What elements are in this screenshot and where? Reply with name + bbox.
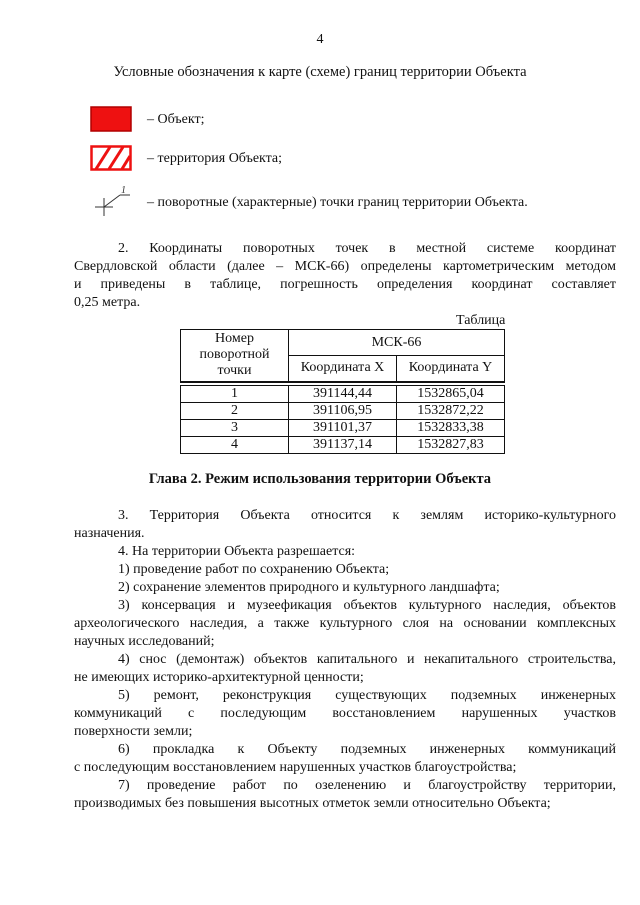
coordinates-table [180, 329, 505, 454]
header-system: МСК-66 [289, 330, 505, 356]
table-row [181, 436, 505, 453]
table-row [181, 419, 505, 436]
cell-y: 1532865,04 [397, 385, 505, 402]
list-item: 1) проведение работ по сохранению Объекта; [118, 562, 390, 577]
list-item-line: археологического наследия, а также культурного слоя на основании комплексных [74, 616, 616, 631]
cell-y: 1532872,22 [397, 402, 505, 419]
header-y: Координата Y [397, 356, 505, 382]
territory-symbol-icon [90, 145, 132, 171]
list-item: 5) ремонт, реконструкция существующих подземных инженерных [118, 688, 616, 703]
object-symbol-icon [90, 106, 132, 132]
page-number: 4 [316, 32, 324, 47]
cell-point: 2 [181, 402, 289, 419]
paragraph-line: назначения. [74, 526, 145, 541]
paragraph-line: 0,25 метра. [74, 295, 141, 310]
list-item: 3) консервация и музеефикация объектов культурного наследия, объектов [118, 598, 616, 613]
cell-x: 391106,95 [289, 402, 397, 419]
cell-point: 3 [181, 419, 289, 436]
list-item-line: не имеющих историко-архитектурной ценности; [74, 670, 364, 685]
list-item: 4) снос (демонтаж) объектов капитального и некапитального строительства, [118, 652, 616, 667]
paragraph-4: 4. На территории Объекта разрешается: [118, 544, 356, 559]
legend-item-territory: – территория Объекта; [147, 151, 283, 166]
header-x: Координата X [289, 356, 397, 382]
cell-y: 1532827,83 [397, 436, 505, 453]
list-item-line: с последующим восстановлением нарушенных участков благоустройства; [74, 760, 517, 775]
cell-x: 391137,14 [289, 436, 397, 453]
legend-item-turning-points: – поворотные (характерные) точки границ территории Объекта. [147, 195, 528, 210]
paragraph-line: 2. Координаты поворотных точек в местной системе координат [118, 241, 616, 256]
table-caption: Таблица [456, 313, 506, 328]
chapter-title: Глава 2. Режим использования территории Объекта [148, 471, 492, 487]
list-item: 2) сохранение элементов природного и культурного ландшафта; [118, 580, 500, 595]
cell-point: 4 [181, 436, 289, 453]
paragraph-3 [74, 507, 616, 543]
table-row [181, 385, 505, 402]
paragraph-line: 3. Территория Объекта относится к землям историко-культурного [118, 508, 616, 523]
cell-x: 391144,44 [289, 385, 397, 402]
paragraph-line: и приведены в таблице, погрешность определения координат составляет [74, 277, 616, 292]
table-row [181, 402, 505, 419]
list-item-line: научных исследований; [74, 634, 215, 649]
list-item: 6) прокладка к Объекту подземных инженерных коммуникаций [118, 742, 616, 757]
turning-point-icon [88, 184, 136, 218]
permissions-list [74, 543, 616, 813]
legend-title: Условные обозначения к карте (схеме) границ территории Объекта [113, 64, 527, 80]
list-item-line: коммуникаций с последующим восстановлением нарушенных участков [74, 706, 616, 721]
cell-x: 391101,37 [289, 419, 397, 436]
paragraph-line: Свердловской области (далее – МСК-66) определены картометрическим методом [74, 259, 616, 274]
list-item-line: поверхности земли; [74, 724, 193, 739]
paragraph-2 [74, 240, 616, 312]
cell-point: 1 [181, 385, 289, 402]
turning-point-label: 1 [121, 185, 126, 196]
cell-y: 1532833,38 [397, 419, 505, 436]
list-item-line: производимых без повышения высотных отметок земли относительно Объекта; [74, 796, 551, 811]
legend-item-object: – Объект; [147, 112, 205, 127]
list-item: 7) проведение работ по озеленению и благоустройству территории, [118, 778, 616, 793]
header-point-number: Номер поворотной точки [181, 330, 289, 382]
